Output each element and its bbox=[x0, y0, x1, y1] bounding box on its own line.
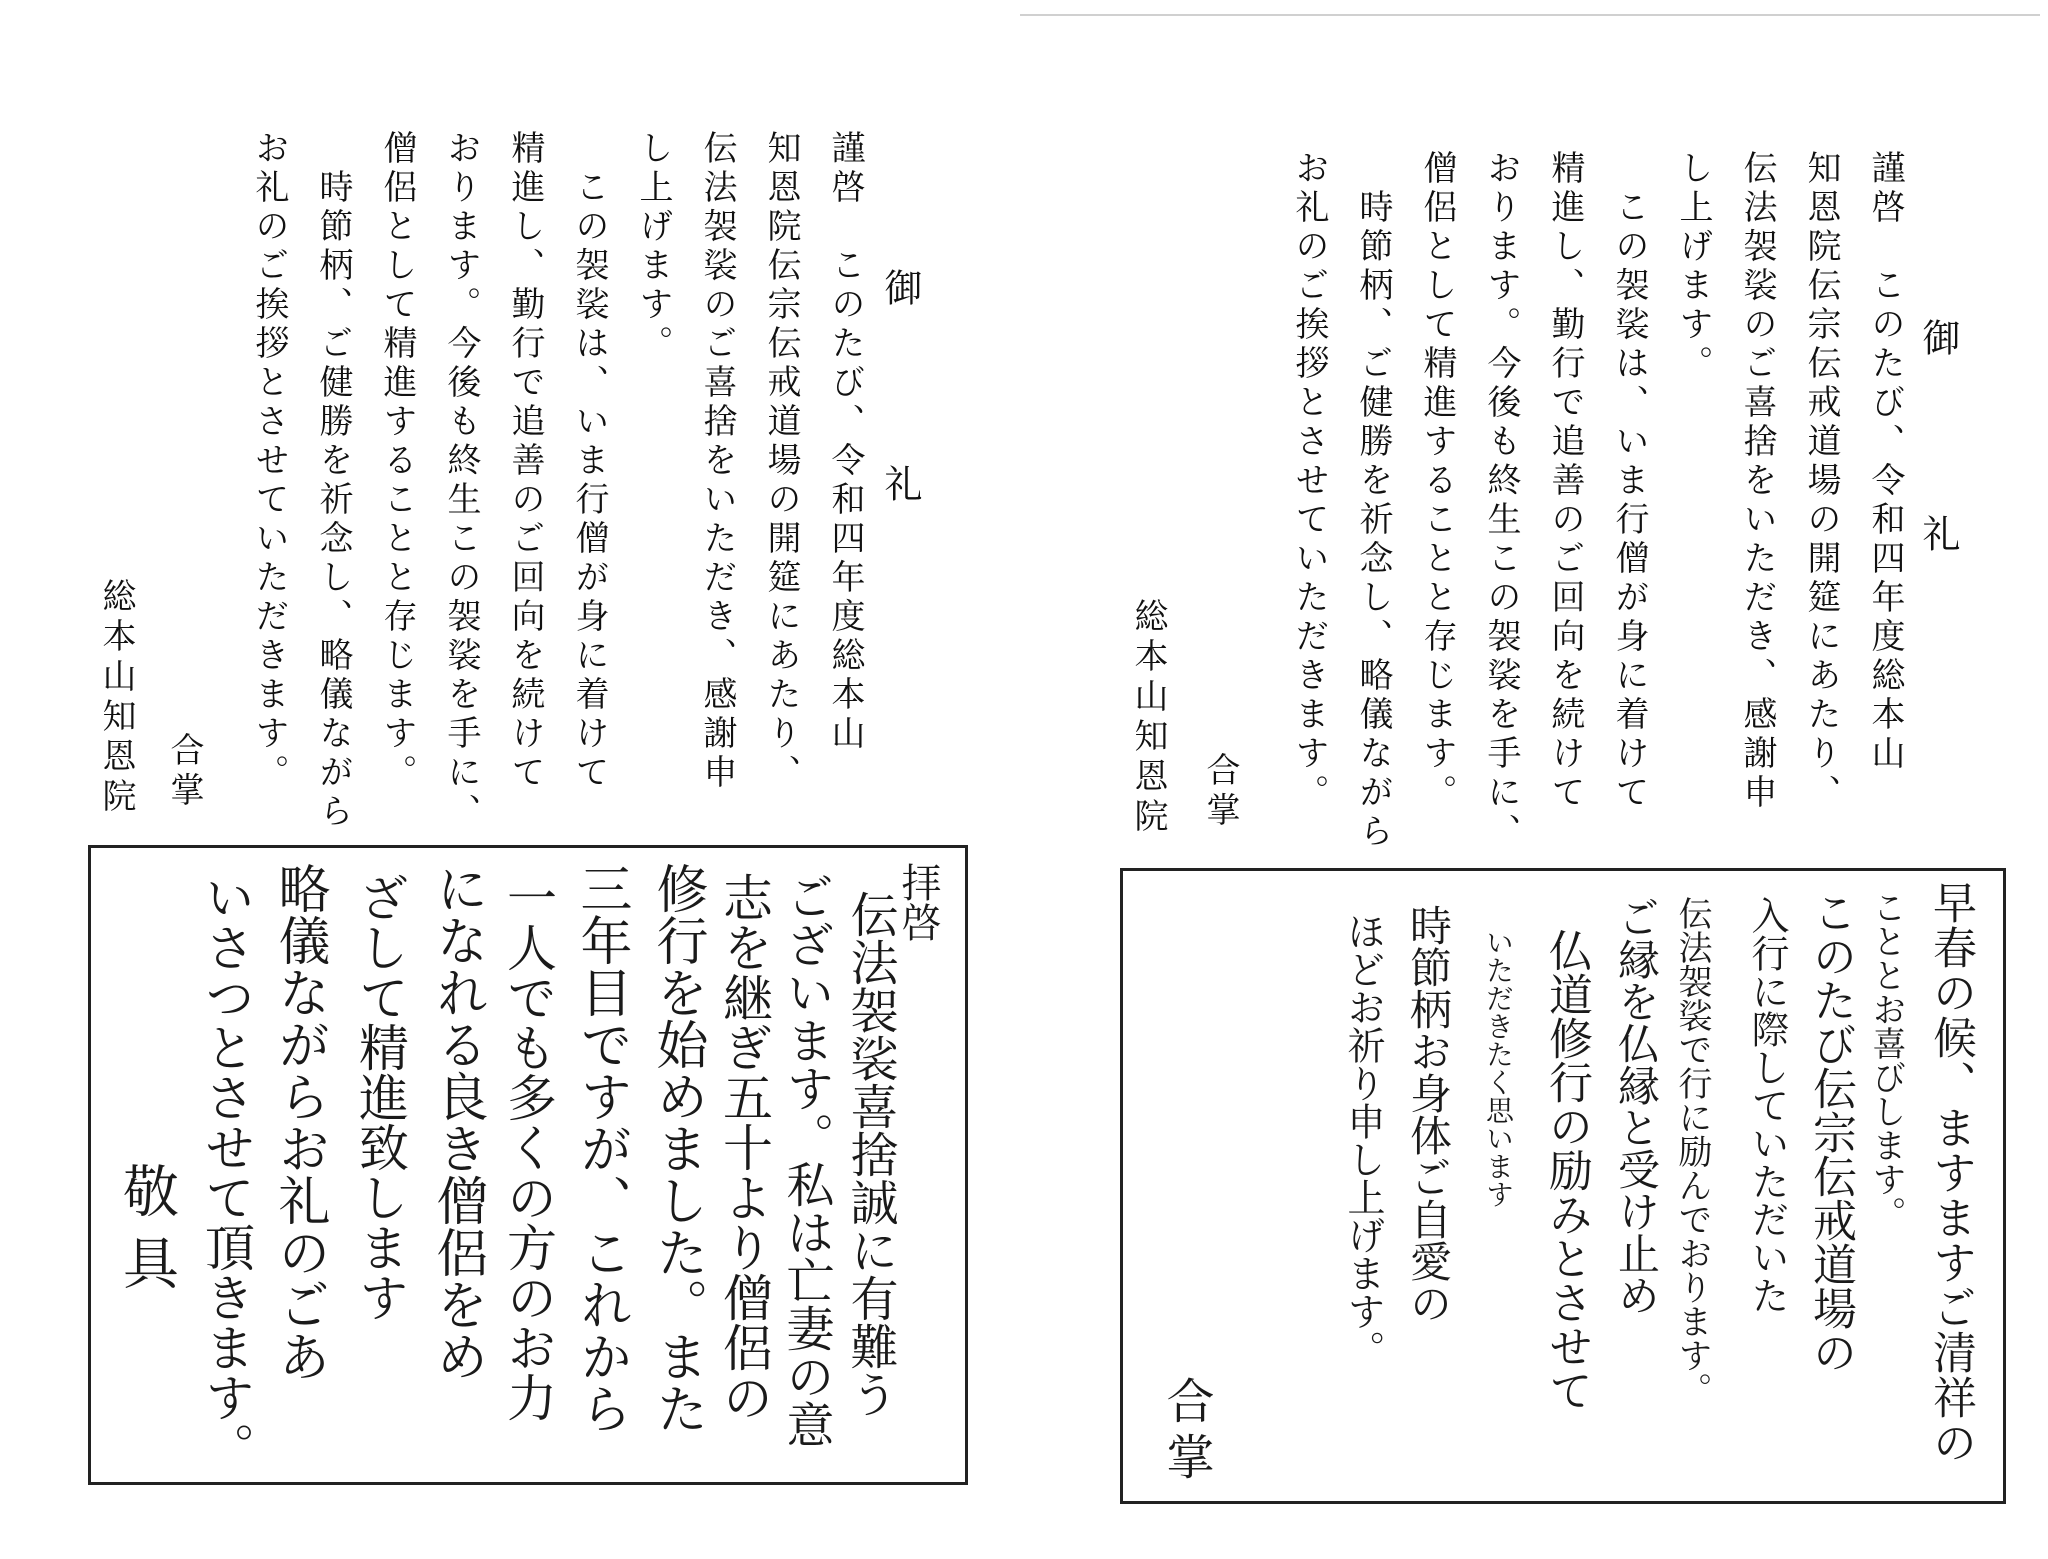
left-hand-line: 敬具 bbox=[114, 1162, 179, 1306]
left-body-line: 伝法袈裟のご喜捨をいただき、感謝申 bbox=[697, 130, 737, 793]
left-hand-line: 三年目ですが、これから bbox=[571, 862, 631, 1434]
left-hand-line: 志を継ぎ五十より僧侶の bbox=[715, 872, 773, 1422]
left-hand-line: になれる良き僧侶をめ bbox=[427, 862, 487, 1382]
left-hand-line: いさつとさせて頂きます。 bbox=[197, 872, 255, 1472]
left-closing: 合掌 bbox=[164, 732, 204, 812]
right-hand-line: 入行に際していただいた bbox=[1745, 896, 1789, 1314]
right-hand-line: ご縁を仏縁と受け止め bbox=[1612, 896, 1661, 1316]
left-body-line: 精進し、勤行で追善のご回向を続けて bbox=[505, 130, 545, 793]
right-card-title: 御 礼 bbox=[1916, 318, 1960, 612]
left-body-line: おります。今後も終生この袈裟を手に、 bbox=[441, 130, 481, 832]
right-signature: 総本山知恩院 bbox=[1128, 598, 1168, 838]
right-hand-line: いただきたく思います bbox=[1482, 928, 1515, 1208]
right-body-line: 時節柄、ご健勝を祈念し、略儀ながら bbox=[1353, 150, 1393, 852]
right-hand-line: 伝法袈裟で行に励んでおります。 bbox=[1672, 896, 1712, 1406]
right-body-line: この袈裟は、いま行僧が身に着けて bbox=[1609, 150, 1649, 813]
left-body-line: 僧侶として精進することと存じます。 bbox=[377, 130, 417, 793]
right-body-line: 伝法袈裟のご喜捨をいただき、感謝申 bbox=[1737, 150, 1777, 813]
left-hand-line: 拝啓 bbox=[895, 862, 941, 942]
left-card-title: 御 礼 bbox=[878, 268, 922, 562]
left-hand-line: 略儀ながらお礼のごあ bbox=[269, 862, 329, 1382]
left-hand-line: 一人でも多くの方のお力 bbox=[499, 872, 557, 1422]
right-body-line: 精進し、勤行で追善のご回向を続けて bbox=[1545, 150, 1585, 813]
left-body-line: 時節柄、ご健勝を祈念し、略儀ながら bbox=[313, 130, 353, 832]
right-body-line: 僧侶として精進することと存じます。 bbox=[1417, 150, 1457, 813]
right-body-line: 謹啓 このたび、令和四年度総本山 bbox=[1865, 150, 1905, 774]
right-hand-line: 早春の候、ますますご清祥の bbox=[1925, 880, 1976, 1465]
right-hand-line: ほどお祈り申し上げます。 bbox=[1341, 912, 1385, 1368]
left-hand-line: 伝法袈裟喜捨誠に有難う bbox=[842, 890, 898, 1418]
left-body-line: この袈裟は、いま行僧が身に着けて bbox=[569, 130, 609, 793]
left-hand-line: ございます。私は亡妻の意 bbox=[778, 872, 834, 1448]
right-hand-line: 仏道修行の励みとさせて bbox=[1541, 928, 1592, 1412]
left-body-line: し上げます。 bbox=[633, 130, 673, 364]
right-closing: 合掌 bbox=[1200, 752, 1240, 832]
right-body-line: おります。今後も終生この袈裟を手に、 bbox=[1481, 150, 1521, 852]
left-body-line: 謹啓 このたび、令和四年度総本山 bbox=[825, 130, 865, 754]
right-hand-line: 時節柄お身体ご自愛の bbox=[1404, 904, 1453, 1324]
right-hand-line: こととお喜びします。 bbox=[1866, 890, 1906, 1230]
left-body-line: 知恩院伝宗伝戒道場の開筵にあたり、 bbox=[761, 130, 801, 793]
right-hand-line: このたび伝宗伝戒道場の bbox=[1805, 890, 1856, 1374]
right-body-line: し上げます。 bbox=[1673, 150, 1713, 384]
left-signature: 総本山知恩院 bbox=[96, 578, 136, 818]
left-hand-line: 修行を始めました。また bbox=[647, 862, 707, 1434]
page-divider bbox=[1020, 14, 2040, 16]
left-body-line: お礼のご挨拶とさせていただきます。 bbox=[249, 130, 289, 793]
right-body-line: お礼のご挨拶とさせていただきます。 bbox=[1289, 150, 1329, 813]
right-body-line: 知恩院伝宗伝戒道場の開筵にあたり、 bbox=[1801, 150, 1841, 813]
left-hand-line: ざして精進致します bbox=[351, 872, 409, 1322]
right-hand-line: 合掌 bbox=[1158, 1376, 1214, 1488]
